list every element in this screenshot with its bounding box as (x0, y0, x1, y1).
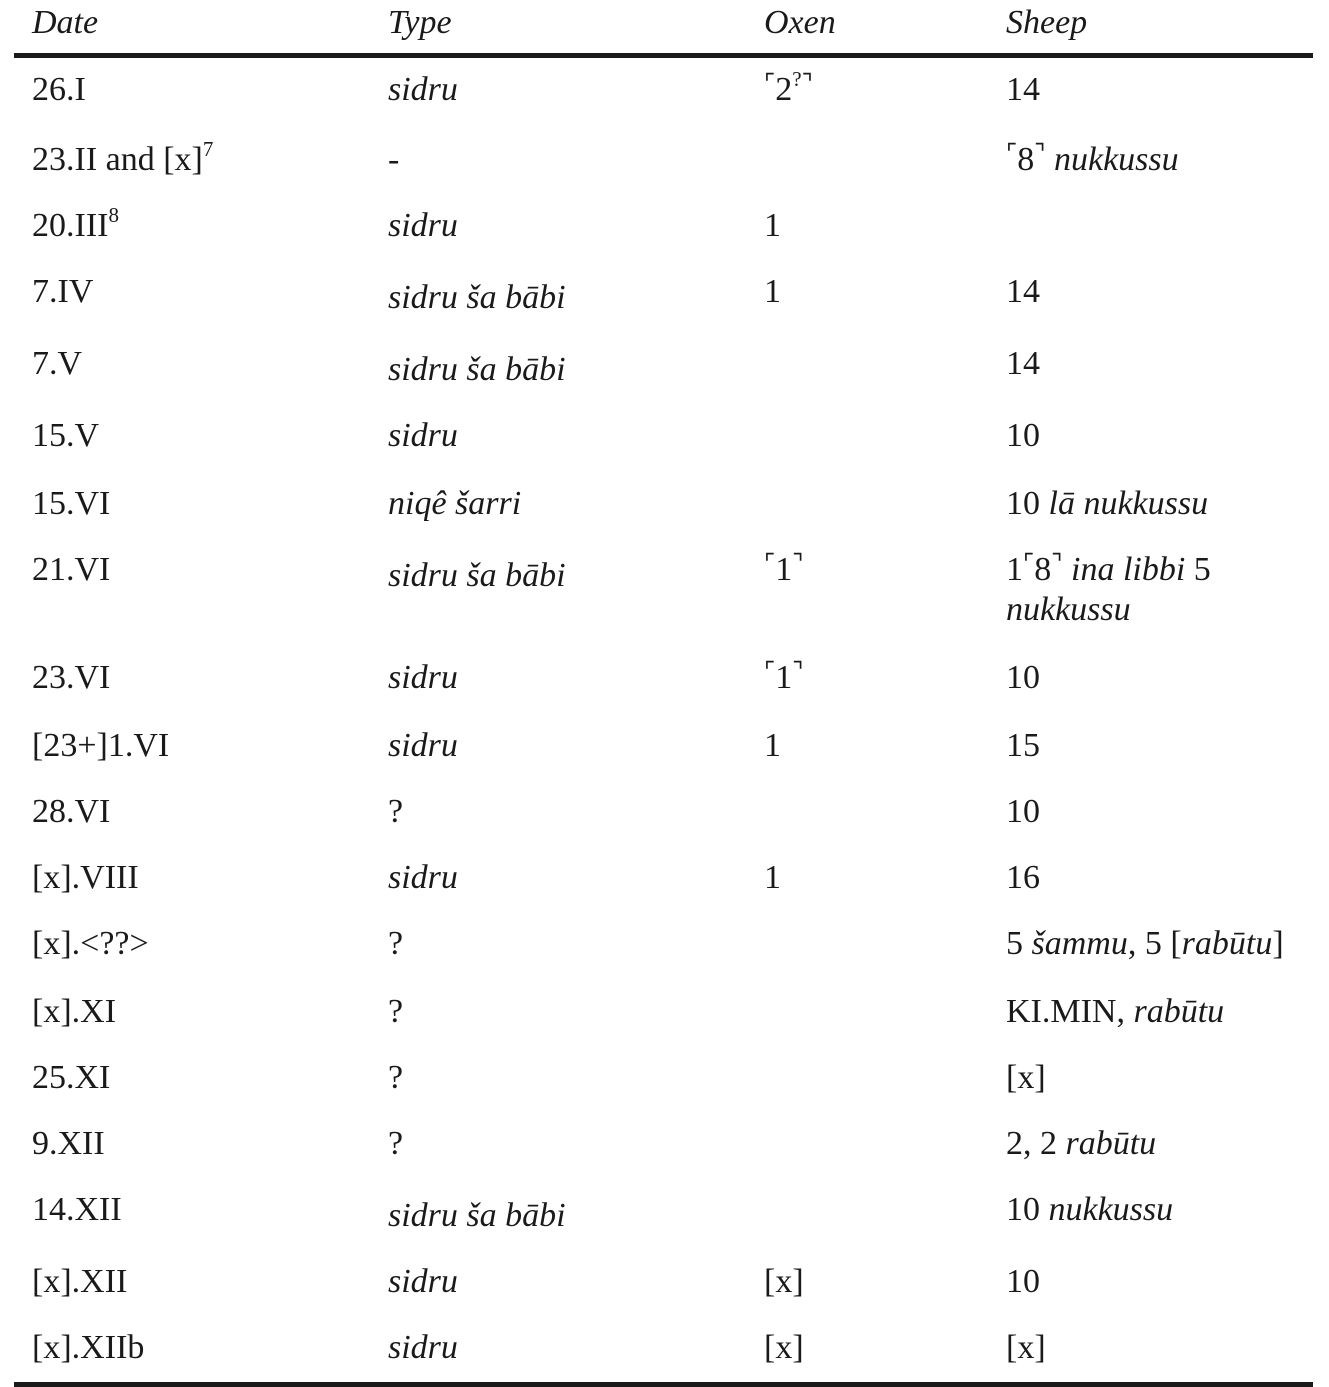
column-header-sheep: Sheep (988, 0, 1313, 56)
cell-date (14, 332, 370, 404)
cell-oxen (746, 980, 988, 1046)
cell-type (370, 1112, 746, 1178)
type-value (388, 726, 458, 766)
cell-sheep (988, 1112, 1313, 1178)
text-segment: 28.VI (32, 793, 111, 830)
table-row (14, 714, 1313, 780)
text-segment: lā nukkussu (1048, 485, 1209, 522)
text-segment: [23+]1.VI (32, 727, 170, 764)
cell-oxen (746, 1046, 988, 1112)
type-value (388, 1124, 403, 1164)
cell-date (14, 538, 370, 646)
text-segment: 15 (1006, 727, 1040, 764)
type-value (388, 1190, 566, 1236)
text-segment: [x].XII (32, 1263, 128, 1300)
text-segment: 7.V (32, 345, 83, 382)
type-value (388, 924, 403, 964)
oxen-value (764, 67, 813, 108)
cell-oxen (746, 128, 988, 194)
table-row (14, 56, 1313, 129)
date-value (32, 859, 139, 896)
half-bracket-mark: ⌝ (1034, 141, 1046, 167)
text-segment: , 5 [ (1127, 925, 1182, 962)
text-segment: 9.XII (32, 1125, 105, 1162)
cell-date (14, 56, 370, 129)
column-header-oxen: Oxen (746, 0, 988, 56)
sheep-value (1006, 141, 1179, 178)
table-row (14, 1316, 1313, 1385)
table-row (14, 128, 1313, 194)
text-segment: 2, 2 (1006, 1125, 1066, 1162)
text-segment: 26.I (32, 71, 86, 108)
half-bracket-mark: ⌜ (764, 551, 776, 577)
text-segment: KI.MIN, (1006, 993, 1134, 1030)
cell-type (370, 404, 746, 472)
type-value (388, 550, 566, 596)
table-row (14, 912, 1313, 980)
sheep-value (1006, 273, 1040, 310)
cell-date (14, 194, 370, 260)
text-segment: 23.II and [x] (32, 141, 203, 178)
cell-sheep (988, 980, 1313, 1046)
cell-sheep (988, 472, 1313, 538)
text-segment: sidru ša bābi (388, 1197, 566, 1234)
cell-date (14, 1250, 370, 1316)
text-segment: [x].XIIb (32, 1329, 145, 1366)
column-header-date: Date (14, 0, 370, 56)
cell-date (14, 128, 370, 194)
sheep-value (1006, 659, 1040, 696)
cell-type (370, 1316, 746, 1385)
type-value (388, 1328, 458, 1368)
cell-sheep (988, 646, 1313, 714)
date-value (32, 993, 116, 1030)
text-segment: ] (1272, 925, 1284, 962)
text-segment: 14.XII (32, 1191, 122, 1228)
sheep-value (1006, 1191, 1173, 1228)
cell-oxen (746, 538, 988, 646)
cell-sheep (988, 912, 1313, 980)
date-value (32, 1329, 144, 1366)
text-segment: nukkussu (1054, 141, 1179, 178)
text-segment: sidru (388, 659, 458, 696)
oxen-value (764, 727, 781, 764)
date-value (32, 793, 110, 830)
text-segment: ? (388, 925, 404, 962)
table-row (14, 1178, 1313, 1250)
cell-oxen (746, 1112, 988, 1178)
text-segment: [x] (764, 1263, 804, 1300)
sheep-value (1006, 1125, 1156, 1162)
text-segment (1046, 141, 1055, 178)
text-segment: 7.IV (32, 273, 94, 310)
text-segment: rabūtu (1133, 993, 1225, 1030)
text-segment: 15.VI (32, 485, 111, 522)
cell-date (14, 1178, 370, 1250)
text-segment: sidru (388, 1329, 458, 1366)
oxen-value (764, 1263, 804, 1300)
date-value (32, 659, 110, 696)
half-bracket-mark: ⌝ (801, 71, 813, 97)
text-segment: 8 (1017, 141, 1035, 178)
cell-oxen (746, 912, 988, 980)
text-segment: ? (388, 1059, 404, 1096)
sheep-value (1006, 71, 1040, 108)
cell-sheep (988, 404, 1313, 472)
sheep-value (1006, 859, 1040, 896)
cell-date (14, 980, 370, 1046)
cell-oxen (746, 194, 988, 260)
cell-oxen (746, 260, 988, 332)
table-row (14, 1250, 1313, 1316)
text-segment: sidru (388, 1263, 458, 1300)
cell-sheep (988, 194, 1313, 260)
text-segment: [x].XI (32, 993, 117, 1030)
text-segment: ? (388, 793, 404, 830)
oxen-value (764, 1329, 804, 1366)
text-segment: 1 (775, 659, 793, 696)
text-segment: 14 (1006, 345, 1040, 382)
cell-date (14, 472, 370, 538)
text-segment: 21.VI (32, 551, 111, 588)
cell-type (370, 1250, 746, 1316)
cell-oxen (746, 646, 988, 714)
oxen-value (764, 273, 781, 310)
cell-type (370, 846, 746, 912)
table-row (14, 472, 1313, 538)
type-value (388, 992, 403, 1032)
cell-sheep (988, 1046, 1313, 1112)
sheep-value (1006, 551, 1211, 628)
text-segment: 14 (1006, 71, 1040, 108)
date-value (32, 345, 82, 382)
half-bracket-mark: ⌝ (1051, 551, 1063, 577)
cell-type (370, 646, 746, 714)
text-segment: 10 (1006, 1191, 1049, 1228)
type-value (388, 858, 458, 898)
table-row (14, 780, 1313, 846)
half-bracket-mark: ⌝ (792, 659, 804, 685)
cell-date (14, 1316, 370, 1385)
text-segment: 10 (1006, 1263, 1040, 1300)
date-value (32, 203, 119, 244)
cell-date (14, 1046, 370, 1112)
text-segment: 1 (764, 273, 781, 310)
table-row (14, 538, 1313, 646)
text-segment: 10 (1006, 417, 1040, 454)
text-segment: niqê šarri (388, 485, 522, 522)
cell-oxen (746, 1316, 988, 1385)
text-segment: 8 (1034, 551, 1052, 588)
livestock-offerings-table (14, 0, 1313, 1387)
cell-sheep (988, 332, 1313, 404)
text-segment: [x] (764, 1329, 804, 1366)
half-bracket-mark: ⌝ (792, 551, 804, 577)
cell-type (370, 714, 746, 780)
text-segment: 23.VI (32, 659, 111, 696)
text-segment: sidru (388, 207, 458, 244)
date-value (32, 1059, 110, 1096)
cell-type (370, 56, 746, 129)
half-bracket-mark: ⌜ (764, 659, 776, 685)
text-segment: nukkussu (1006, 591, 1131, 628)
text-segment: ina libbi (1071, 551, 1186, 588)
cell-sheep (988, 1250, 1313, 1316)
date-value (32, 137, 214, 178)
text-segment: 1 (775, 551, 793, 588)
cell-oxen (746, 404, 988, 472)
table-row (14, 846, 1313, 912)
cell-type (370, 538, 746, 646)
date-value (32, 727, 169, 764)
superscript-mark: 7 (202, 137, 214, 161)
text-segment: sidru ša bābi (388, 351, 566, 388)
type-value (388, 206, 458, 246)
cell-sheep (988, 1316, 1313, 1385)
cell-sheep (988, 780, 1313, 846)
column-header-type: Type (370, 0, 746, 56)
header-row (14, 0, 1313, 56)
text-segment: sidru ša bābi (388, 279, 566, 316)
type-value (388, 658, 458, 698)
text-segment: 15.V (32, 417, 100, 454)
sheep-value (1006, 1059, 1046, 1096)
text-segment: rabūtu (1065, 1125, 1157, 1162)
sheep-value (1006, 345, 1040, 382)
text-segment: 20.III (32, 207, 109, 244)
text-segment: sidru (388, 71, 458, 108)
cell-oxen (746, 56, 988, 129)
type-value (388, 416, 458, 456)
text-segment: [x] (1006, 1329, 1046, 1366)
sheep-value (1006, 925, 1284, 962)
cell-type (370, 194, 746, 260)
type-value (388, 1262, 458, 1302)
sheep-value (1006, 417, 1040, 454)
oxen-value (764, 659, 804, 696)
table-row (14, 1112, 1313, 1178)
text-segment: sidru (388, 727, 458, 764)
cell-type (370, 912, 746, 980)
half-bracket-mark: ⌜ (1023, 551, 1035, 577)
type-value (388, 344, 566, 390)
text-segment: 5 (1006, 925, 1032, 962)
sheep-value (1006, 1263, 1040, 1300)
cell-sheep (988, 128, 1313, 194)
cell-type (370, 260, 746, 332)
text-segment (1063, 551, 1072, 588)
sheep-value (1006, 727, 1040, 764)
date-value (32, 485, 110, 522)
date-value (32, 1191, 122, 1228)
type-value (388, 70, 458, 110)
text-segment: rabūtu (1181, 925, 1273, 962)
cell-sheep (988, 260, 1313, 332)
date-value (32, 925, 149, 962)
date-value (32, 417, 99, 454)
half-bracket-mark: ⌜ (1006, 141, 1018, 167)
table-row (14, 1046, 1313, 1112)
cell-oxen (746, 1178, 988, 1250)
table-header (14, 0, 1313, 56)
text-segment: ? (388, 1125, 404, 1162)
oxen-value (764, 551, 804, 588)
text-segment: [x] (1006, 1059, 1046, 1096)
date-value (32, 273, 93, 310)
text-segment: [x].VIII (32, 859, 139, 896)
type-value (388, 140, 399, 180)
text-segment: sidru (388, 859, 458, 896)
cell-oxen (746, 846, 988, 912)
table-body (14, 56, 1313, 1385)
cell-date (14, 646, 370, 714)
cell-date (14, 714, 370, 780)
cell-oxen (746, 472, 988, 538)
cell-date (14, 1112, 370, 1178)
cell-type (370, 128, 746, 194)
half-bracket-mark: ⌜ (764, 71, 776, 97)
text-segment: - (388, 141, 400, 178)
cell-type (370, 1046, 746, 1112)
text-segment: 1 (1006, 551, 1023, 588)
cell-sheep (988, 1178, 1313, 1250)
cell-sheep (988, 538, 1313, 646)
cell-type (370, 332, 746, 404)
superscript-mark: ? (792, 67, 802, 91)
table-row (14, 332, 1313, 404)
cell-type (370, 780, 746, 846)
text-segment: 10 (1006, 659, 1040, 696)
text-segment: 25.XI (32, 1059, 111, 1096)
text-segment: sidru (388, 417, 458, 454)
type-value (388, 792, 403, 832)
cell-oxen (746, 332, 988, 404)
date-value (32, 551, 110, 588)
livestock-offerings-table-container (14, 0, 1313, 1387)
cell-oxen (746, 780, 988, 846)
type-value (388, 484, 521, 524)
text-segment: 1 (764, 859, 781, 896)
sheep-value (1006, 793, 1040, 830)
cell-sheep (988, 846, 1313, 912)
text-segment: sidru ša bābi (388, 557, 566, 594)
cell-sheep (988, 56, 1313, 129)
text-segment: [x].<??> (32, 925, 149, 962)
text-segment: nukkussu (1048, 1191, 1174, 1228)
text-segment: 1 (764, 727, 781, 764)
table-row (14, 404, 1313, 472)
oxen-value (764, 859, 781, 896)
cell-sheep (988, 714, 1313, 780)
date-value (32, 71, 86, 108)
oxen-value (764, 207, 781, 244)
cell-oxen (746, 714, 988, 780)
sheep-value (1006, 993, 1224, 1030)
cell-date (14, 912, 370, 980)
sheep-value (1006, 485, 1208, 522)
text-segment: 16 (1006, 859, 1040, 896)
table-row (14, 980, 1313, 1046)
date-value (32, 1263, 127, 1300)
type-value (388, 1058, 403, 1098)
cell-type (370, 980, 746, 1046)
text-segment: 10 (1006, 485, 1049, 522)
text-segment: 5 (1185, 551, 1211, 588)
sheep-value (1006, 1329, 1046, 1366)
text-segment: 1 (764, 207, 781, 244)
cell-type (370, 1178, 746, 1250)
superscript-mark: 8 (108, 203, 119, 227)
text-segment: 2 (775, 71, 793, 108)
table-row (14, 646, 1313, 714)
cell-oxen (746, 1250, 988, 1316)
table-row (14, 194, 1313, 260)
date-value (32, 1125, 105, 1162)
text-segment: 14 (1006, 273, 1040, 310)
cell-date (14, 846, 370, 912)
cell-type (370, 472, 746, 538)
table-row (14, 260, 1313, 332)
cell-date (14, 404, 370, 472)
type-value (388, 272, 566, 318)
cell-date (14, 260, 370, 332)
text-segment: 10 (1006, 793, 1040, 830)
cell-date (14, 780, 370, 846)
text-segment: ? (388, 993, 404, 1030)
text-segment: šammu (1031, 925, 1128, 962)
